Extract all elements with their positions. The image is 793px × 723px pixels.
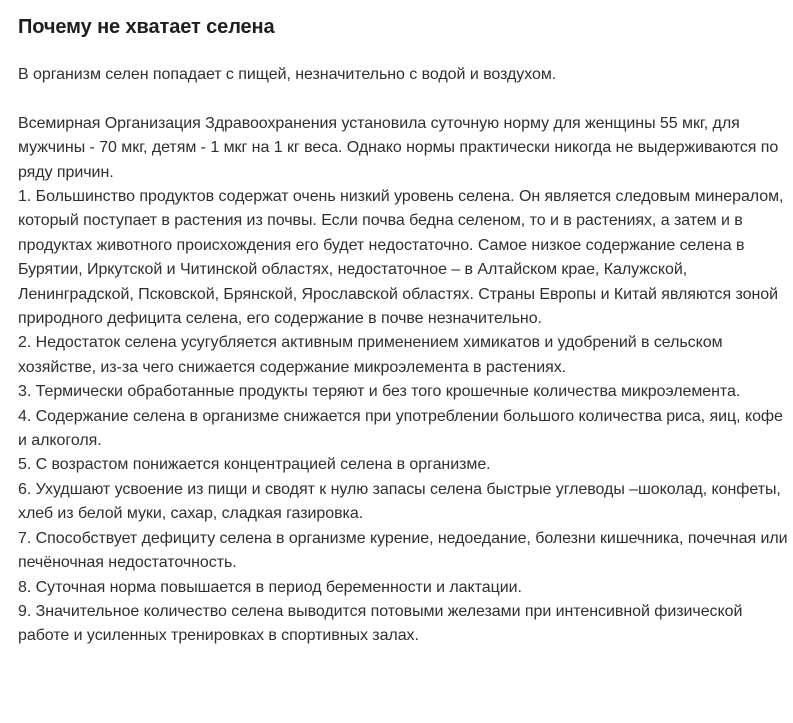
reason-item-9: 9. Значительное количество селена выводится потовыми железами при интенсивной физической работе и усиленных тренировках в спортивных залах. [18, 602, 743, 645]
reason-item-7: 7. Способствует дефициту селена в организме курение, недоедание, болезни кишечника, почечная или печёночная недостаточность. [18, 529, 788, 572]
norms-paragraph: Всемирная Организация Здравоохранения установила суточную норму для женщины 55 мкг, для мужчины - 70 мкг, детям - 1 мкг на 1 кг веса. Однако нормы практически никогда не выдерживаются по ряду причин. [18, 114, 779, 181]
reason-item-1: 1. Большинство продуктов содержат очень низкий уровень селена. Он является следовым минералом, который поступает в растения из почвы. Если почва бедна селеном, то и в растениях, а затем и в продуктах животного происхождения его будет недостаточно. Самое низкое содержание селена в Бурятии, Иркутской и Читинской областях, недостаточное – в Алтайском крае, Калужской, Ленинградской, Псковской, Брянской, Ярославской областях. Страны Европы и Китай являются зоной природного дефицита селена, его содержание в почве незначительно. [18, 188, 784, 328]
reason-item-8: 8. Суточная норма повышается в период беременности и лактации. [18, 578, 522, 596]
reasons-list [18, 185, 788, 649]
reason-item-6: 6. Ухудшают усвоение из пищи и сводят к нулю запасы селена быстрые углеводы –шоколад, конфеты, хлеб из белой муки, сахар, сладкая газировка. [18, 480, 781, 523]
intro-paragraph: В организм селен попадает с пищей, незначительно с водой и воздухом. [18, 66, 557, 83]
reason-item-3: 3. Термически обработанные продукты теряют и без того крошечные количества микроэлемента. [18, 383, 741, 401]
reason-item-4: 4. Содержание селена в организме снижается при употреблении большого количества риса, яиц, кофе и алкоголя. [18, 407, 783, 450]
article-body [18, 63, 788, 649]
paragraph-spacer [18, 87, 788, 111]
article-title: Почему не хватает селена [18, 16, 275, 38]
reason-item-5: 5. С возрастом понижается концентрацией селена в организме. [18, 456, 491, 474]
reason-item-2: 2. Недостаток селена усугубляется активным применением химикатов и удобрений в сельском хозяйстве, из-за чего снижается содержание микроэлемента в растениях. [18, 334, 723, 376]
